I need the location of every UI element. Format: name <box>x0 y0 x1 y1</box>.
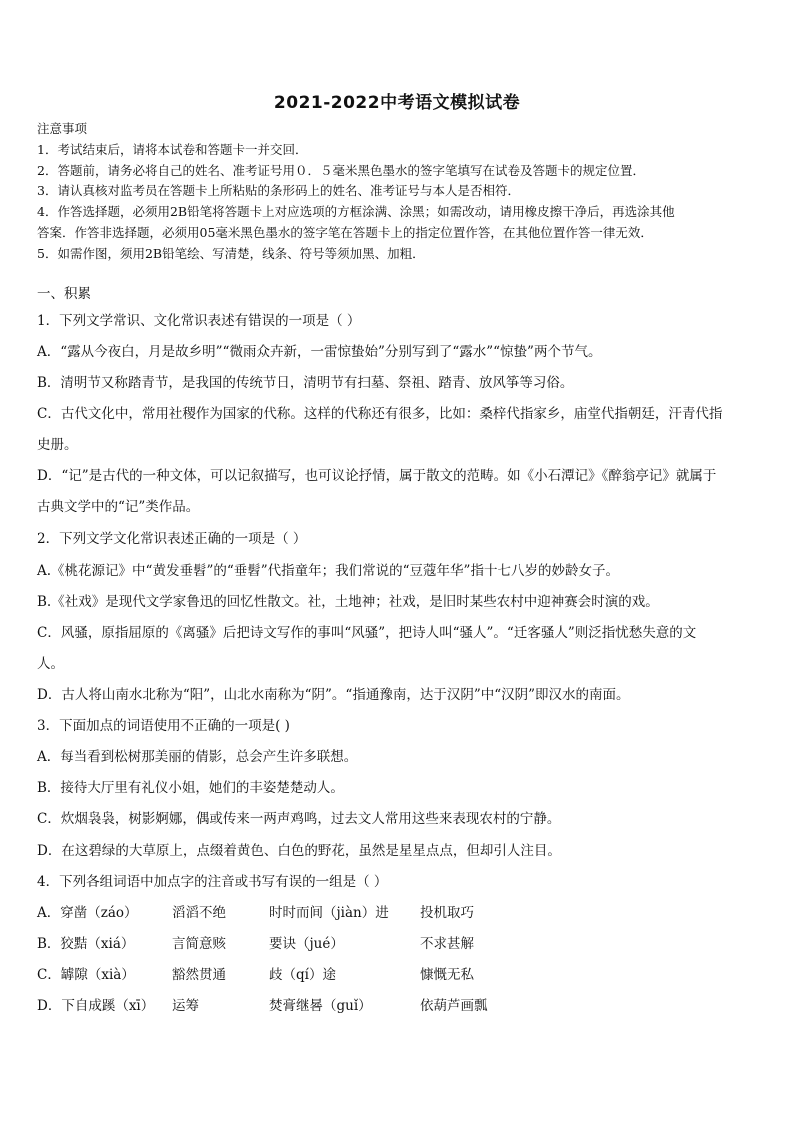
question-2-option: A.《桃花源记》中“黄发垂髫”的“垂髫”代指童年；我们常说的“豆蔻年华”指十七八岁的妙龄女子。 <box>37 563 619 579</box>
q4-cell: 豁然贯通 <box>172 967 226 983</box>
q4-cell: 言简意赅 <box>172 936 226 952</box>
question-1-option-cont: 古典文学中的“记”类作品。 <box>37 499 200 515</box>
notice-item: 1．考试结束后，请将本试卷和答题卡一并交回． <box>37 142 308 157</box>
notice-item: 答案．作答非选择题，必须用05毫米黑色墨水的签字笔在答题卡上的指定位置作答，在其他位置作答一律无效． <box>37 225 653 240</box>
question-3-option: A．每当看到松树那美丽的倩影，总会产生许多联想。 <box>37 749 358 765</box>
notice-heading: 注意事项 <box>37 121 88 136</box>
question-4-stem: 4．下列各组词语中加点字的注音或书写有误的一组是（ ） <box>37 874 388 890</box>
question-2-option: B.《社戏》是现代文学家鲁迅的回忆性散文。社，土地神；社戏，是旧时某些农村中迎神赛会时演的戏。 <box>37 594 659 610</box>
q4-cell: C．罅隙（xià） <box>37 967 135 983</box>
q4-cell: 滔滔不绝 <box>172 905 226 921</box>
question-4-option-row <box>37 905 757 921</box>
q4-cell: 歧（qí）途 <box>269 967 336 983</box>
q4-cell: 时时而间（jiàn）进 <box>269 905 389 921</box>
question-4-option-row <box>37 936 757 952</box>
question-1-option: C．古代文化中，常用社稷作为国家的代称。这样的代称还有很多，比如：桑梓代指家乡，庙堂代指朝廷，汗青代指 <box>37 406 723 422</box>
question-3-option: B．接待大厅里有礼仪小姐，她们的丰姿楚楚动人。 <box>37 780 344 796</box>
question-2-option: D．古人将山南水北称为“阳”，山北水南称为“阴”。“指通豫南，达于汉阴”中“汉阴”即汉水的南面。 <box>37 687 630 703</box>
question-1-option: A．“露从今夜白，月是故乡明”“微雨众卉新，一雷惊蛰始”分别写到了“露水”“惊蛰”两个节气。 <box>37 344 602 360</box>
q4-cell: 慷慨无私 <box>420 967 474 983</box>
q4-cell: B．狡黠（xiá） <box>37 936 135 952</box>
q4-cell: A．穿凿（záo） <box>37 905 138 921</box>
question-2-stem: 2．下列文学文化常识表述正确的一项是（ ） <box>37 531 307 547</box>
question-3-option: C．炊烟袅袅，树影婀娜，偶或传来一两声鸡鸣，过去文人常用这些来表现农村的宁静。 <box>37 811 561 827</box>
question-4-option-row <box>37 998 757 1014</box>
q4-cell: D．下自成蹊（xī） <box>37 998 155 1014</box>
question-2-option-cont: 人。 <box>37 656 64 672</box>
question-3-stem: 3．下面加点的词语使用不正确的一项是( ) <box>37 718 290 734</box>
question-4-option-row <box>37 967 757 983</box>
question-1-option: B．清明节又称踏青节，是我国的传统节日，清明节有扫墓、祭祖、踏青、放风筝等习俗。 <box>37 375 574 391</box>
question-1-option: D．“记”是古代的一种文体，可以记叙描写，也可议论抒情，属于散文的范畴。如《小石潭记》《醉翁亭记》就属于 <box>37 468 717 484</box>
notice-item: 2．答题前，请务必将自己的姓名、准考证号用０．５毫米黑色墨水的签字笔填写在试卷及答题卡的规定位置． <box>37 163 645 178</box>
question-1-option-cont: 史册。 <box>37 437 78 453</box>
question-2-option: C．风骚，原指屈原的《离骚》后把诗文写作的事叫“风骚”，把诗人叫“骚人”。“迁客骚人”则泛指忧愁失意的文 <box>37 625 697 641</box>
question-1-stem: 1．下列文学常识、文化常识表述有错误的一项是（ ） <box>37 313 361 329</box>
notice-item: 4．作答选择题，必须用2B铅笔将答题卡上对应选项的方框涂满、涂黑；如需改动，请用橡皮擦干净后，再选涂其他 <box>37 204 675 219</box>
q4-cell: 要诀（jué） <box>269 936 344 952</box>
q4-cell: 运筹 <box>172 998 199 1014</box>
q4-cell: 投机取巧 <box>420 905 474 921</box>
page-title: 2021-2022中考语文模拟试卷 <box>273 93 521 113</box>
q4-cell: 焚膏继晷（guǐ） <box>269 998 372 1014</box>
q4-cell: 依葫芦画瓢 <box>420 998 488 1014</box>
question-3-option: D．在这碧绿的大草原上，点缀着黄色、白色的野花，虽然是星星点点，但却引人注目。 <box>37 843 561 859</box>
section-heading: 一、积累 <box>37 286 91 302</box>
notice-item: 3．请认真核对监考员在答题卡上所粘贴的条形码上的姓名、准考证号与本人是否相符． <box>37 183 520 198</box>
notice-item: 5．如需作图，须用2B铅笔绘、写清楚，线条、符号等须加黑、加粗． <box>37 246 425 261</box>
q4-cell: 不求甚解 <box>420 936 474 952</box>
